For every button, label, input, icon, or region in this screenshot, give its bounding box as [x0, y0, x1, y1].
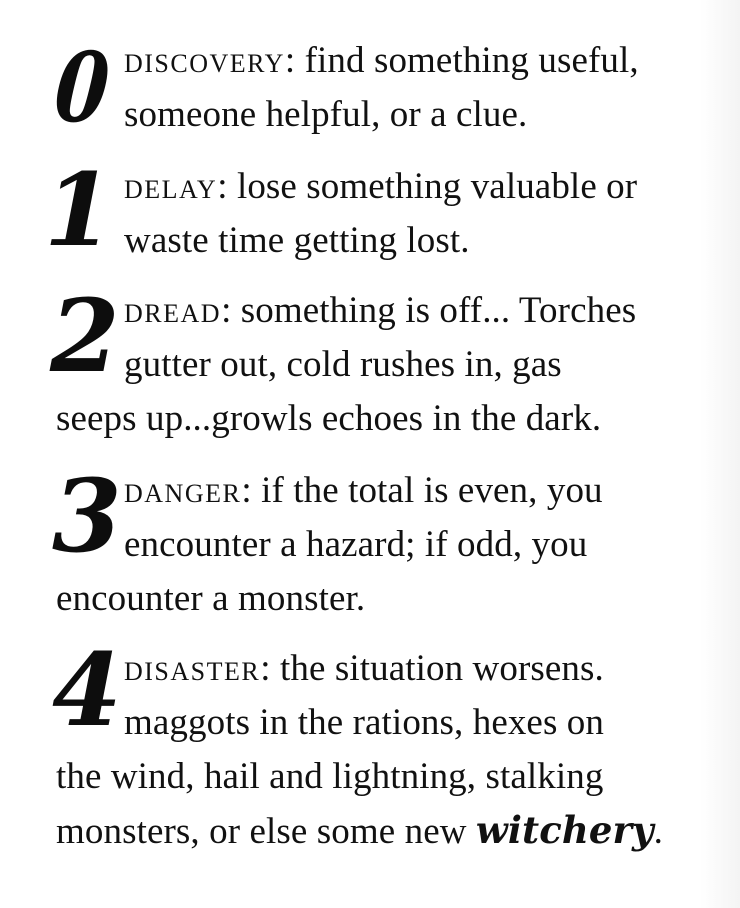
drop-numeral-0: 0 — [50, 31, 114, 144]
entry-heading: dread — [124, 290, 222, 331]
entry-heading: delay — [124, 166, 218, 207]
entry-text: : if the total is even, you — [241, 470, 603, 511]
entry-line — [124, 42, 639, 79]
entry-text: : the situation worsens. — [260, 648, 604, 689]
entry-text: monsters, or else some new — [56, 811, 476, 852]
entry-line — [124, 292, 636, 329]
entry-line: seeps up...growls echoes in the dark. — [56, 398, 602, 439]
entry-heading: danger — [124, 470, 242, 511]
entry-line: encounter a hazard; if odd, you — [124, 524, 588, 565]
entry-text: . — [653, 811, 664, 852]
entry-heading: disaster — [124, 648, 261, 689]
entry-line — [56, 808, 664, 852]
entry-text: : lose something valuable or — [217, 166, 638, 207]
entry-text: : something is off... Torches — [221, 290, 637, 331]
entry-heading: discovery — [124, 40, 285, 81]
drop-numeral-4: 4 — [52, 631, 122, 749]
entry-line: maggots in the rations, hexes on — [124, 702, 605, 743]
stylized-word: witchery — [475, 808, 654, 852]
page-edge-texture — [700, 0, 740, 908]
drop-numeral-3: 3 — [52, 457, 122, 575]
drop-numeral-2: 2 — [50, 277, 120, 395]
drop-numeral-1: 1 — [44, 151, 114, 269]
entry-line — [124, 168, 637, 205]
entry-line — [124, 472, 603, 509]
entry-line: waste time getting lost. — [124, 220, 470, 261]
entry-line: the wind, hail and lightning, stalking — [56, 756, 604, 797]
entry-line: someone helpful, or a clue. — [124, 94, 528, 135]
entry-text: : find something useful, — [284, 40, 639, 81]
entry-line: encounter a monster. — [56, 578, 366, 619]
entry-line: gutter out, cold rushes in, gas — [124, 344, 562, 385]
entry-line — [124, 650, 604, 687]
